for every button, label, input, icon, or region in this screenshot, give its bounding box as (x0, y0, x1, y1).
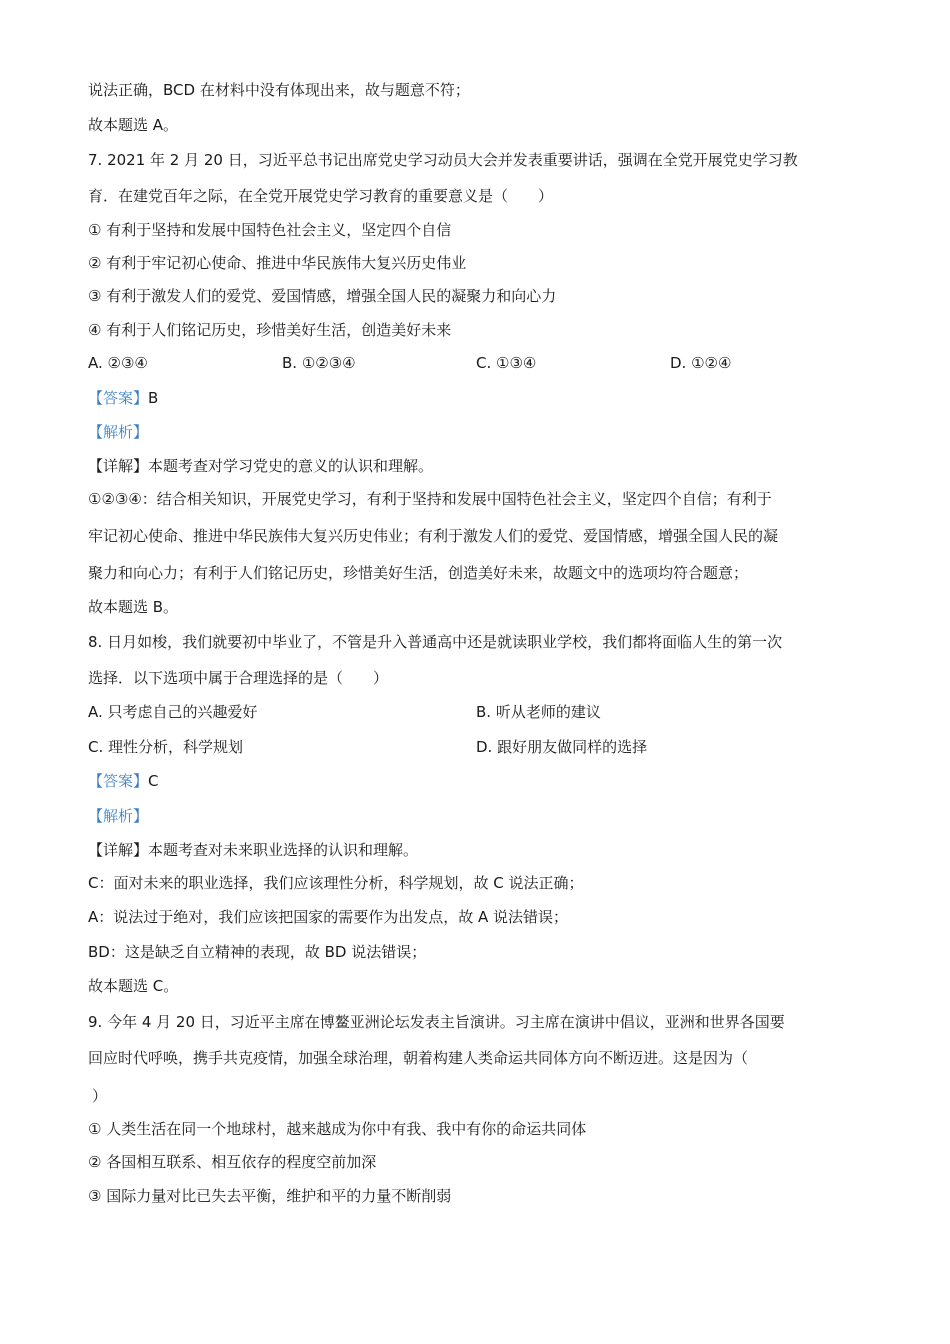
q9-item-2: ② 各国相互联系、相互依存的程度空前加深 (88, 1153, 377, 1171)
q7-item-3: ③ 有利于激发人们的爱党、爱国情感，增强全国人民的凝聚力和向心力 (88, 287, 557, 305)
q8-answer (88, 771, 159, 791)
q9-stem-line-2: 回应时代呼唤，携手共克疫情，加强全球治理，朝着构建人类命运共同体方向不断迈进。这是因为（ (88, 1049, 749, 1067)
q8-option-d: D. 跟好朋友做同样的选择 (476, 738, 648, 756)
q7-analysis-tag: 【解析】 (88, 423, 149, 441)
q7-explain-line-1: ①②③④：结合相关知识，开展党史学习，有利于坚持和发展中国特色社会主义，坚定四个自信；有利于 (88, 490, 772, 508)
intro-line-1: 说法正确，BCD 在材料中没有体现出来，故与题意不符； (88, 81, 470, 99)
q7-item-4: ④ 有利于人们铭记历史，珍惜美好生活，创造美好未来 (88, 321, 452, 339)
q9-stem-line-3: ） (92, 1087, 108, 1105)
answer-tag: 【答案】 (88, 772, 149, 790)
answer-tag: 【答案】 (88, 389, 149, 407)
q7-option-c: C. ①③④ (476, 354, 537, 372)
q7-option-d: D. ①②④ (670, 354, 732, 372)
q9-item-1: ① 人类生活在同一个地球村，越来越成为你中有我、我中有你的命运共同体 (88, 1120, 587, 1138)
answer-value: B (148, 389, 159, 407)
detail-tag: 【详解】 (88, 841, 149, 859)
q8-option-c: C. 理性分析，科学规划 (88, 738, 244, 756)
q7-option-b: B. ①②③④ (282, 354, 356, 372)
intro-conclusion: 故本题选 A。 (88, 116, 179, 134)
q8-stem-line-1: 8. 日月如梭，我们就要初中毕业了，不管是升入普通高中还是就读职业学校，我们都将面临人生的第一次 (88, 633, 783, 651)
q8-conclusion: 故本题选 C。 (88, 977, 179, 995)
q7-option-a: A. ②③④ (88, 354, 148, 372)
q8-detail (88, 840, 418, 860)
detail-tag: 【详解】 (88, 457, 149, 475)
detail-text: 本题考查对未来职业选择的认识和理解。 (148, 841, 419, 859)
detail-text: 本题考查对学习党史的意义的认识和理解。 (148, 457, 434, 475)
q8-option-a: A. 只考虑自己的兴趣爱好 (88, 703, 258, 721)
q8-analysis-tag: 【解析】 (88, 807, 149, 825)
q8-explain-line-2: A：说法过于绝对，我们应该把国家的需要作为出发点，故 A 说法错误； (88, 908, 569, 926)
q7-answer (88, 388, 158, 408)
q7-conclusion: 故本题选 B。 (88, 598, 179, 616)
q9-stem-line-1: 9. 今年 4 月 20 日，习近平主席在博鳌亚洲论坛发表主旨演讲。习主席在演讲中倡议，亚洲和世界各国要 (88, 1013, 785, 1031)
q8-option-b: B. 听从老师的建议 (476, 703, 601, 721)
q7-detail (88, 456, 433, 476)
q7-explain-line-3: 聚力和向心力；有利于人们铭记历史，珍惜美好生活，创造美好未来，故题文中的选项均符合题意； (88, 564, 749, 582)
q7-stem-line-2: 育．在建党百年之际，在全党开展党史学习教育的重要意义是（ ） (88, 187, 554, 205)
q7-item-1: ① 有利于坚持和发展中国特色社会主义，坚定四个自信 (88, 221, 452, 239)
q8-stem-line-2: 选择．以下选项中属于合理选择的是（ ） (88, 669, 389, 687)
q7-stem-line-1: 7. 2021 年 2 月 20 日，习近平总书记出席党史学习动员大会并发表重要讲话，强调在全党开展党史学习教 (88, 151, 798, 169)
q7-explain-line-2: 牢记初心使命、推进中华民族伟大复兴历史伟业；有利于激发人们的爱党、爱国情感，增强全国人民的凝 (88, 527, 779, 545)
q7-item-2: ② 有利于牢记初心使命、推进中华民族伟大复兴历史伟业 (88, 254, 467, 272)
answer-value: C (148, 772, 159, 790)
q8-explain-line-1: C：面对未来的职业选择，我们应该理性分析，科学规划，故 C 说法正确； (88, 874, 584, 892)
q9-item-3: ③ 国际力量对比已失去平衡，维护和平的力量不断削弱 (88, 1187, 452, 1205)
q8-explain-line-3: BD：这是缺乏自立精神的表现，故 BD 说法错误； (88, 943, 427, 961)
